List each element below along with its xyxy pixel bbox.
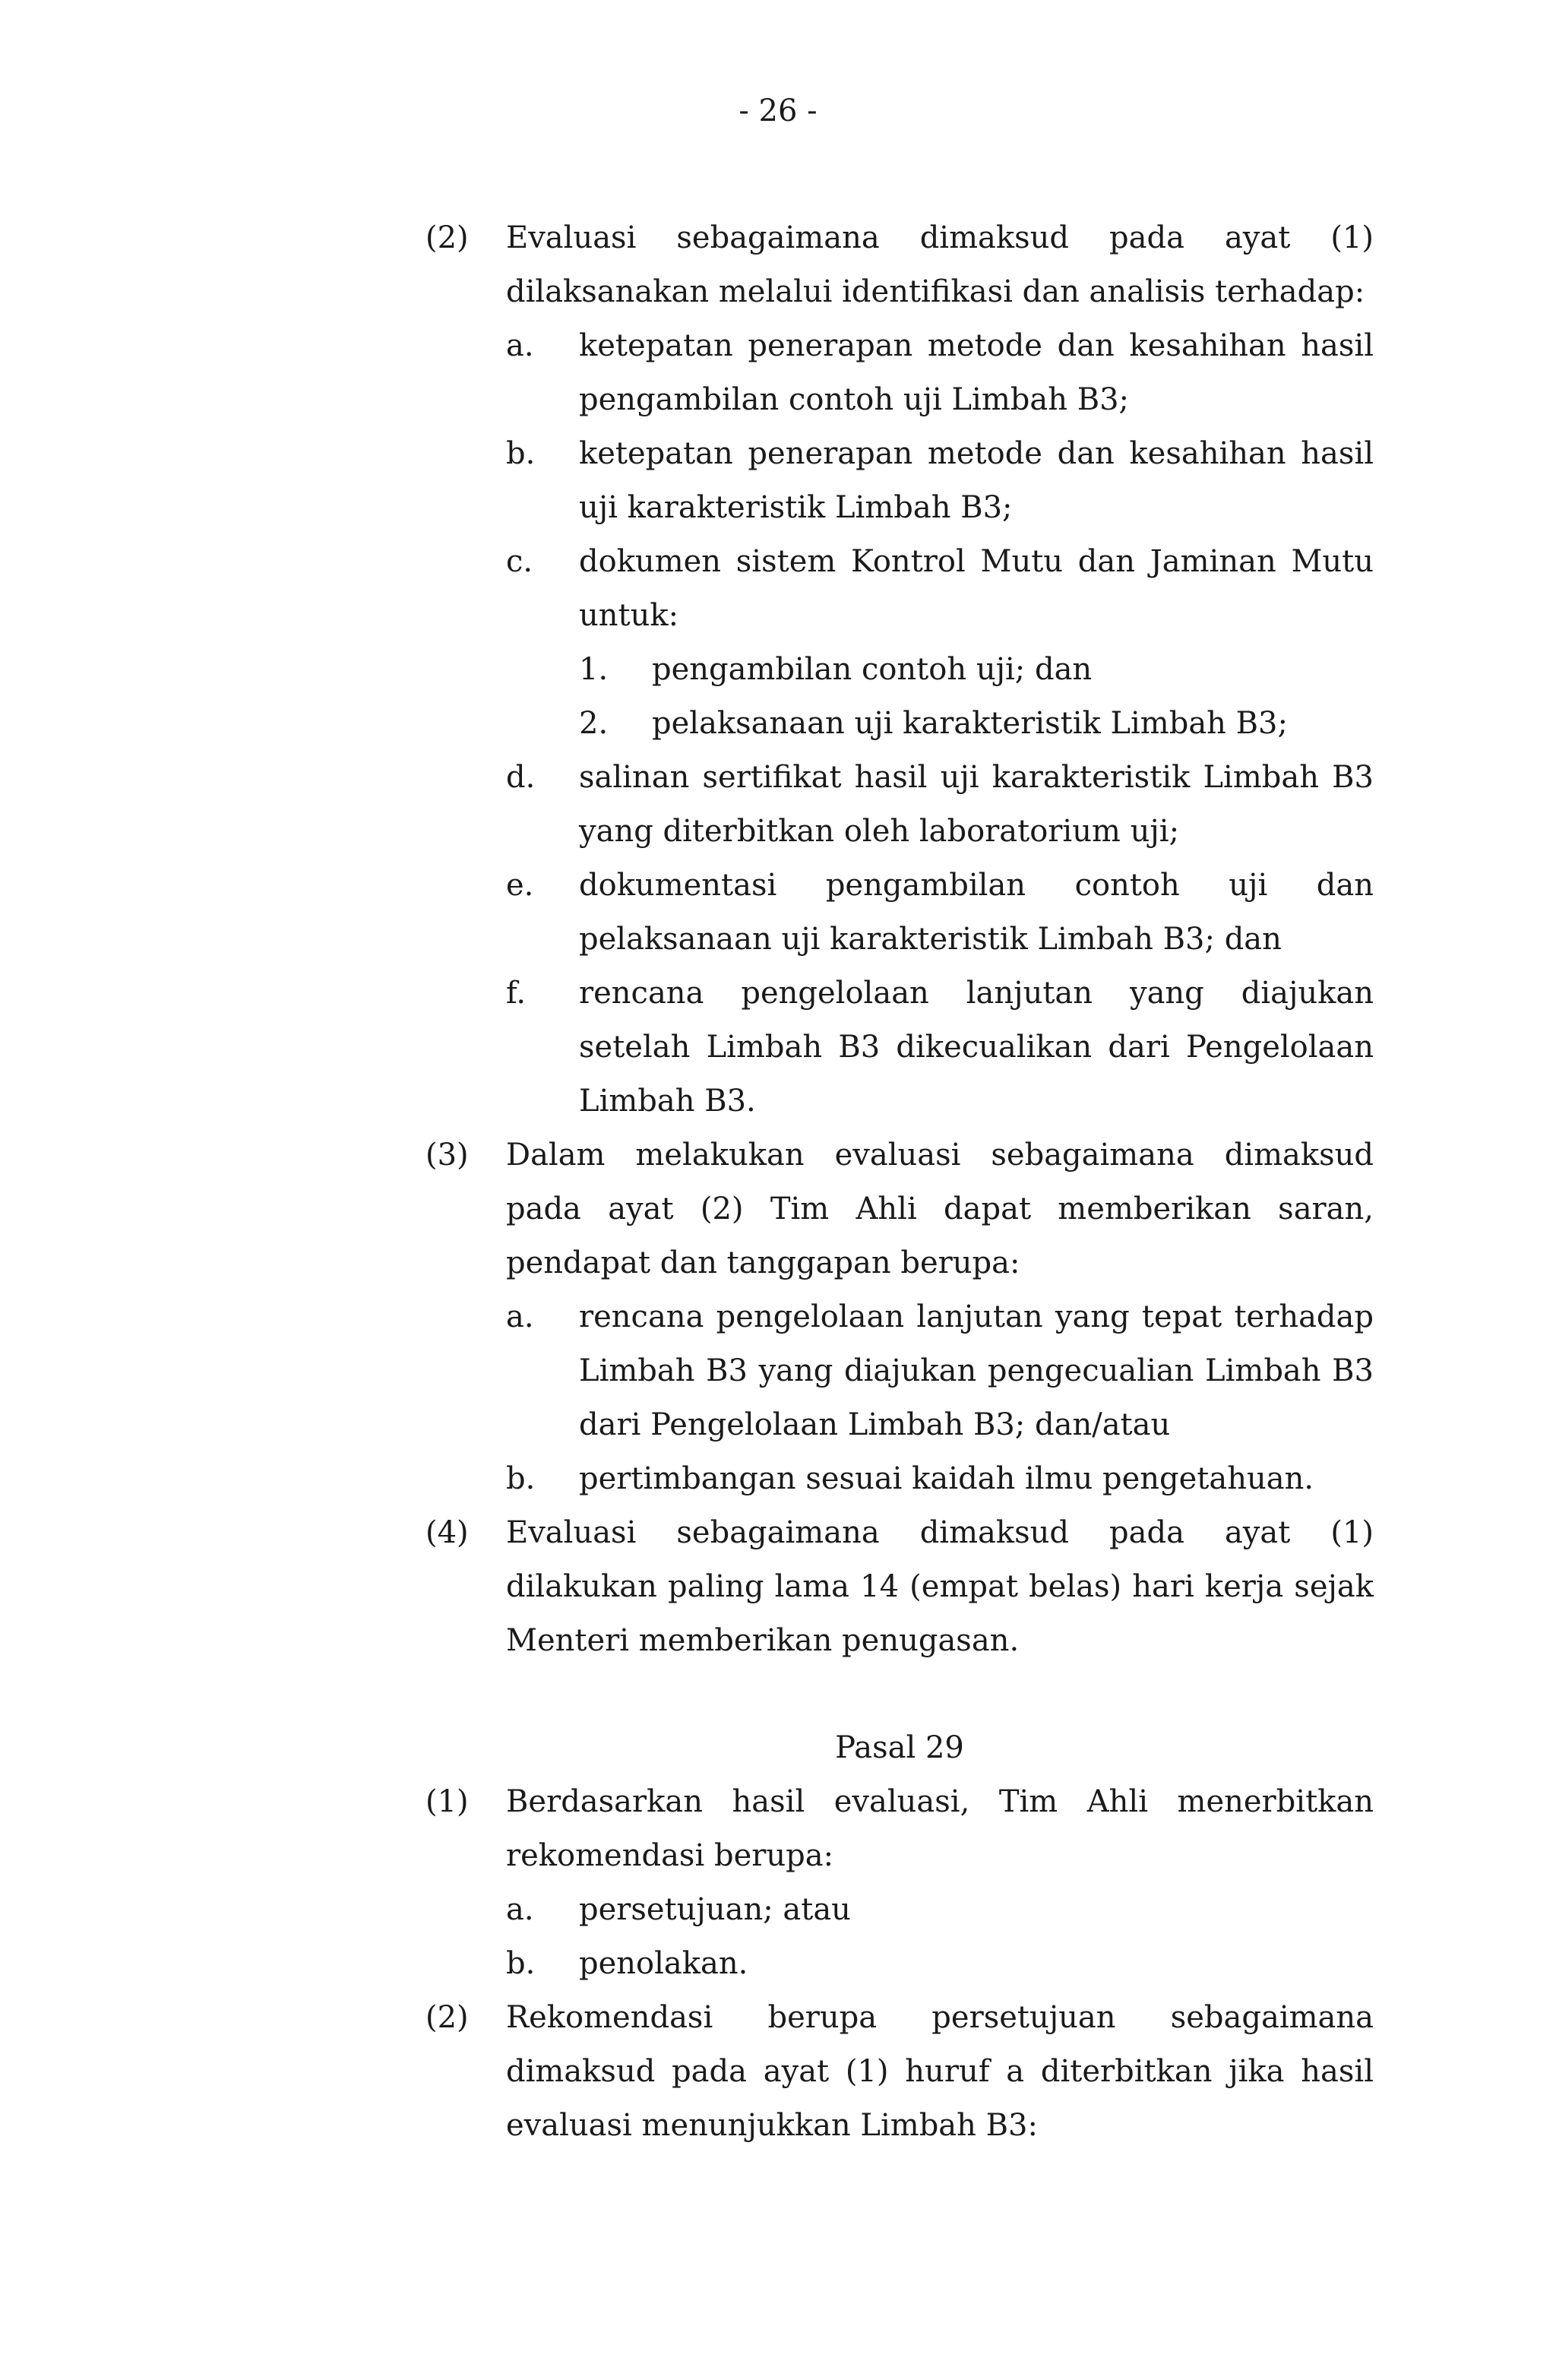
list-marker: d. <box>506 760 536 795</box>
list-text: pelaksanaan uji karakteristik Limbah B3; <box>652 706 1288 741</box>
document-content <box>425 211 1374 2153</box>
list-item-a <box>506 1290 1374 1452</box>
ayat-text: Dalam melakukan evaluasi sebagaimana dimaksud pada ayat (2) Tim Ahli dapat memberikan saran, pendapat dan tanggapan berupa: <box>506 1138 1374 1280</box>
list-item-a <box>506 1883 1374 1937</box>
list-marker: a. <box>506 1892 534 1927</box>
ayat-3-evaluasi <box>425 1128 1374 1290</box>
ayat-marker: (2) <box>425 2000 469 2035</box>
list-marker: f. <box>506 976 527 1011</box>
list-text: penolakan. <box>579 1946 748 1981</box>
list-item-a <box>506 319 1374 427</box>
pasal-29-ayat-1 <box>425 1775 1374 1883</box>
list-text: ketepatan penerapan metode dan kesahihan hasil pengambilan contoh uji Limbah B3; <box>579 328 1374 417</box>
list-marker: b. <box>506 1946 536 1981</box>
list-marker: e. <box>506 868 534 903</box>
list-text: persetujuan; atau <box>579 1892 851 1927</box>
list-text: dokumentasi pengambilan contoh uji dan pelaksanaan uji karakteristik Limbah B3; dan <box>579 868 1374 957</box>
list-item-c-2 <box>579 697 1374 751</box>
list-text: ketepatan penerapan metode dan kesahihan hasil uji karakteristik Limbah B3; <box>579 436 1374 525</box>
ayat-2-evaluasi <box>425 211 1374 319</box>
page-number: - 26 - <box>738 93 818 128</box>
list-text: salinan sertifikat hasil uji karakteristik Limbah B3 yang diterbitkan oleh laboratorium uji; <box>579 760 1374 849</box>
list-marker: c. <box>506 544 533 579</box>
list-text: pengambilan contoh uji; dan <box>652 652 1093 687</box>
ayat-text: Evaluasi sebagaimana dimaksud pada ayat (1) dilaksanakan melalui identifikasi dan analisis terhadap: <box>506 220 1374 309</box>
list-marker: a. <box>506 328 534 363</box>
list-marker: a. <box>506 1299 534 1334</box>
list-text: rencana pengelolaan lanjutan yang tepat terhadap Limbah B3 yang diajukan pengecualian Limbah B3 dari Pengelolaan Limbah B3; dan/atau <box>579 1299 1374 1442</box>
list-item-c <box>506 535 1374 643</box>
ayat-text: Evaluasi sebagaimana dimaksud pada ayat (1) dilakukan paling lama 14 (empat belas) hari kerja sejak Menteri memberikan penugasan. <box>506 1515 1374 1658</box>
list-item-d <box>506 751 1374 859</box>
list-item-b <box>506 427 1374 535</box>
list-marker: 2. <box>579 706 609 741</box>
ayat-4-evaluasi <box>425 1506 1374 1668</box>
list-item-c-1 <box>579 643 1374 697</box>
ayat-marker: (1) <box>425 1784 469 1819</box>
list-item-b <box>506 1452 1374 1506</box>
list-item-e <box>506 859 1374 967</box>
list-marker: 1. <box>579 652 609 687</box>
pasal-title: Pasal 29 <box>835 1730 964 1765</box>
ayat-marker: (2) <box>425 220 469 255</box>
list-item-f <box>506 967 1374 1128</box>
ayat-marker: (3) <box>425 1138 469 1173</box>
list-text: dokumen sistem Kontrol Mutu dan Jaminan Mutu untuk: <box>579 544 1374 633</box>
ayat-text: Rekomendasi berupa persetujuan sebagaimana dimaksud pada ayat (1) huruf a diterbitkan jika hasil evaluasi menunjukkan Limbah B3: <box>506 2000 1374 2143</box>
list-text: pertimbangan sesuai kaidah ilmu pengetahuan. <box>579 1461 1314 1496</box>
list-item-b <box>506 1937 1374 1991</box>
list-text: rencana pengelolaan lanjutan yang diajukan setelah Limbah B3 dikecualikan dari Pengelolaan Limbah B3. <box>579 976 1374 1119</box>
list-marker: b. <box>506 1461 536 1496</box>
ayat-text: Berdasarkan hasil evaluasi, Tim Ahli menerbitkan rekomendasi berupa: <box>506 1784 1374 1873</box>
list-marker: b. <box>506 436 536 471</box>
pasal-29-ayat-2 <box>425 1991 1374 2153</box>
ayat-marker: (4) <box>425 1515 469 1550</box>
